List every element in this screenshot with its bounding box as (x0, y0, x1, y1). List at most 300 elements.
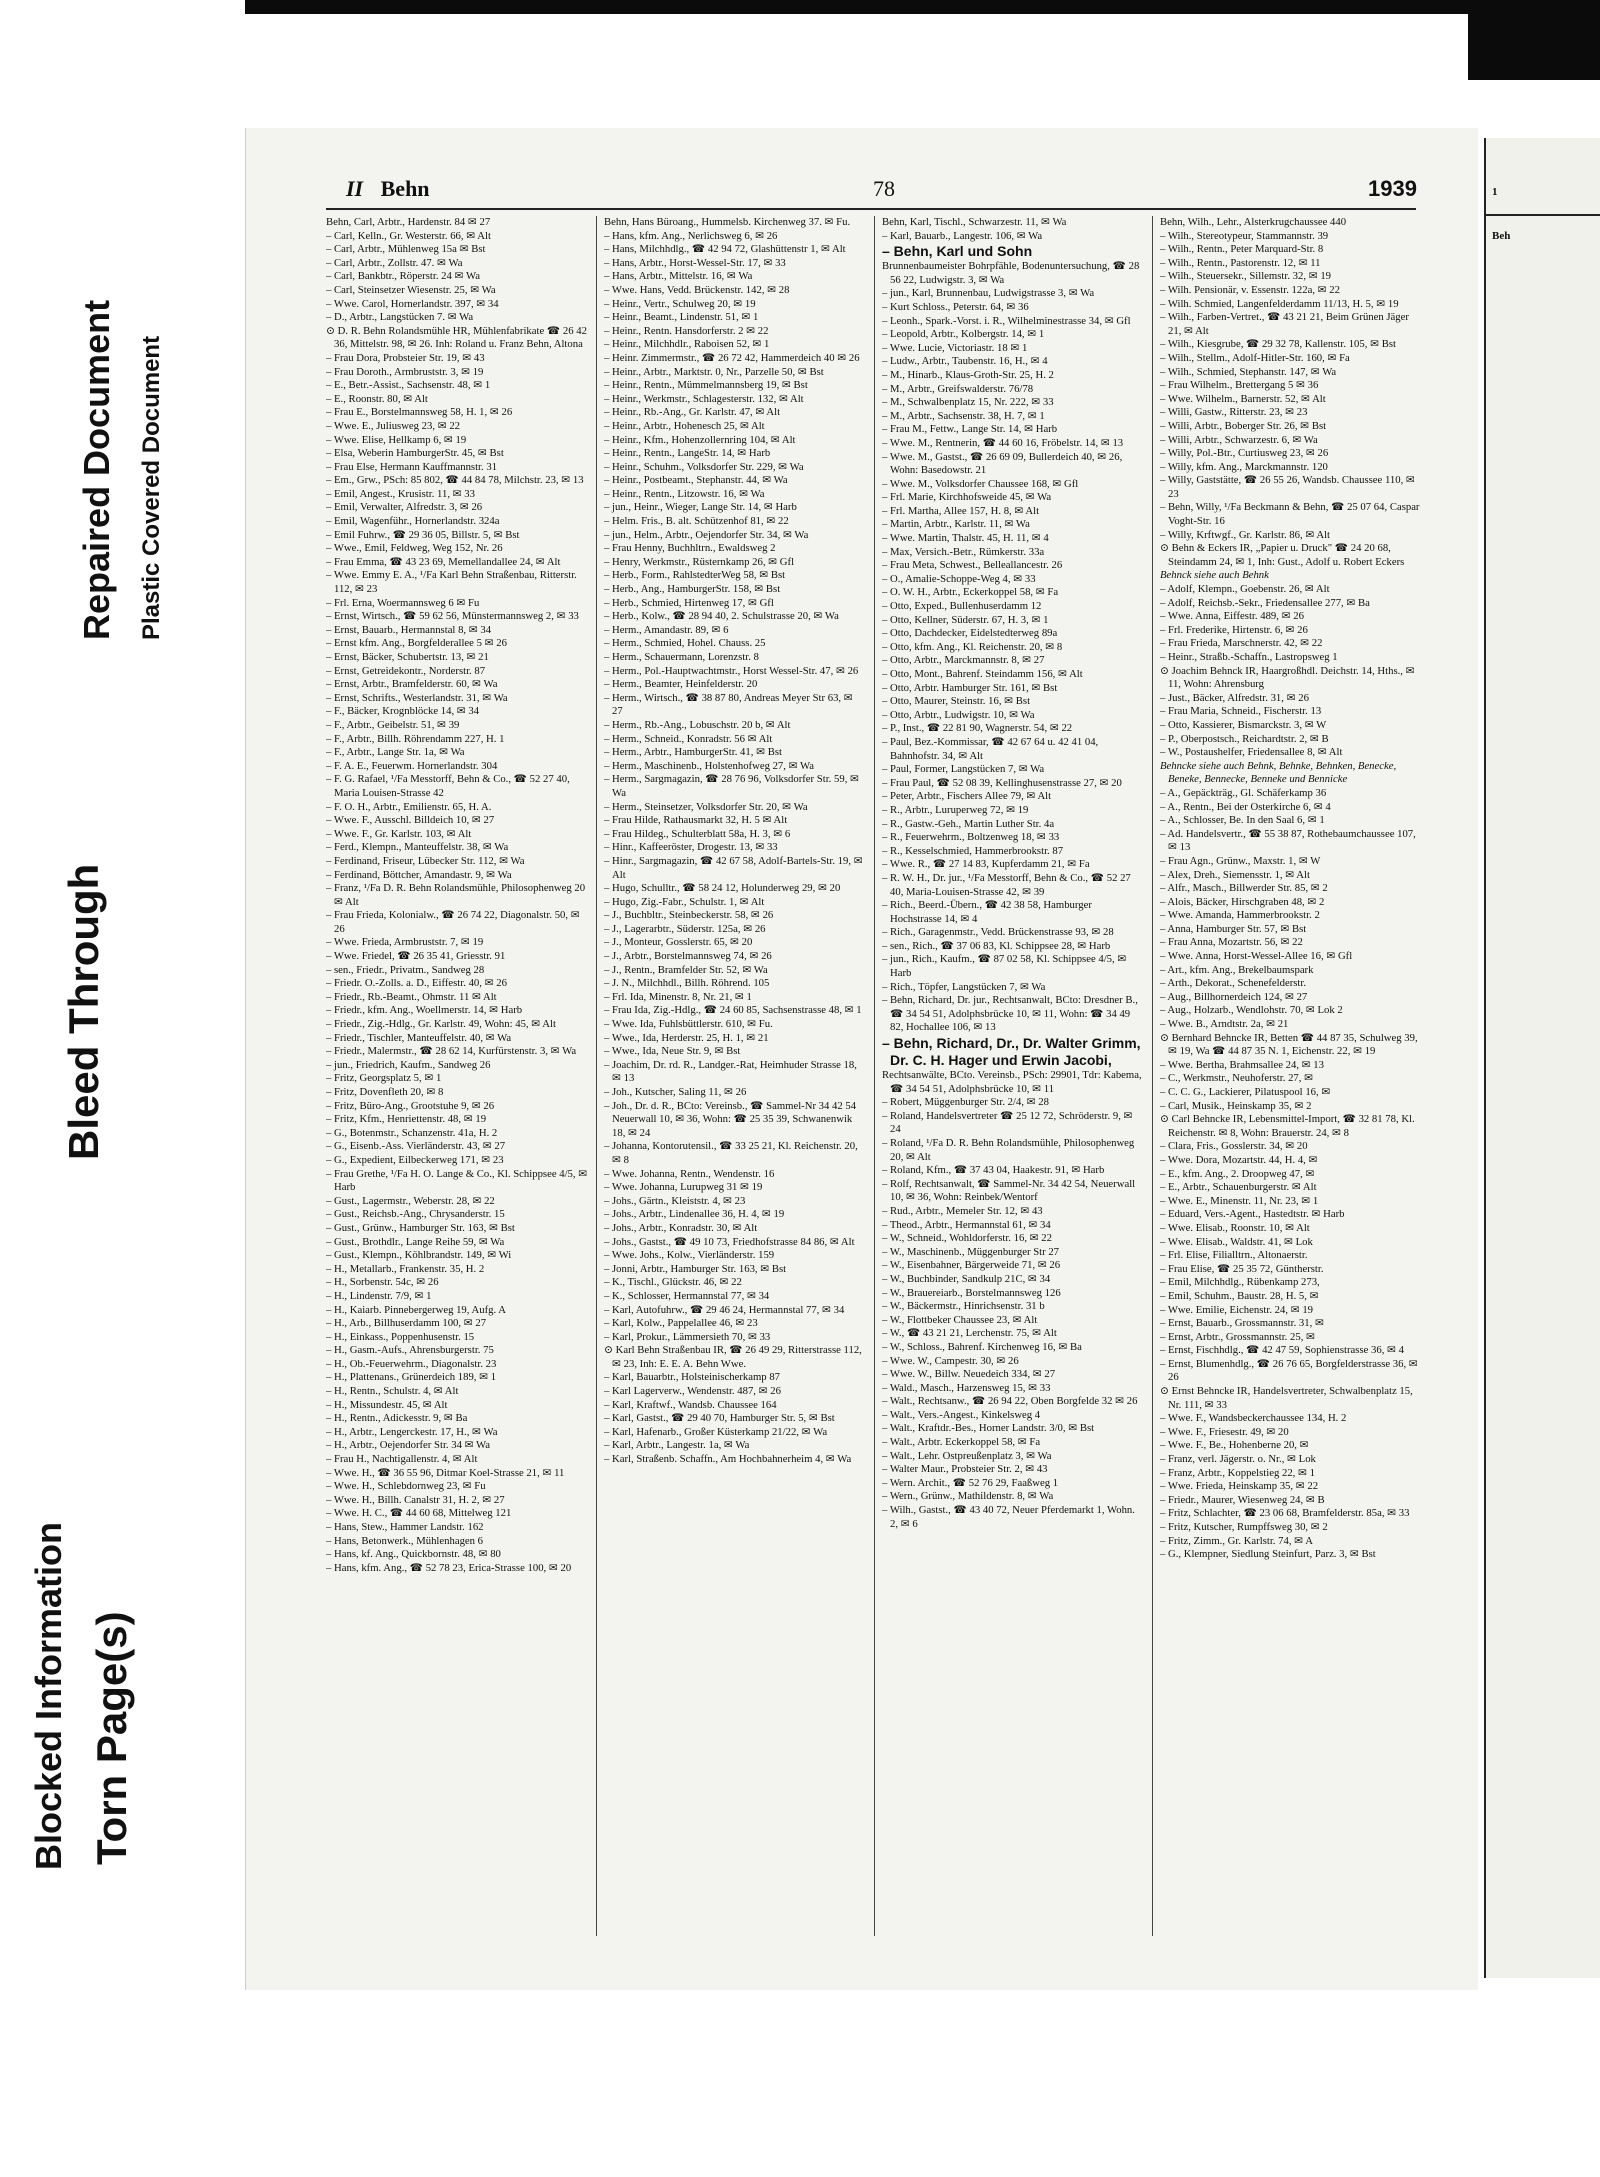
directory-entry: ⊙ Karl Behn Straßenbau IR, ☎ 26 49 29, Ritterstrasse 112, ✉ 23, Inh: E. E. A. Behn Wwe. (604, 1344, 862, 1370)
directory-entry: – Roland, Kfm., ☎ 37 43 04, Haakestr. 91, ✉ Harb (882, 1164, 1105, 1177)
directory-page (245, 128, 1478, 1990)
directory-entry: – Max, Versich.-Betr., Rümkerstr. 33a (882, 545, 1045, 558)
directory-entry: – Anna, Hamburger Str. 57, ✉ Bst (1160, 922, 1307, 935)
directory-entry: – Otto, kfm. Ang., Kl. Reichenstr. 20, ✉ 8 (882, 640, 1063, 653)
directory-entry: – Wwe. Frieda, Armbruststr. 7, ✉ 19 (326, 936, 484, 949)
directory-entry: – Wwe. F., Wandsbeckerchaussee 134, H. 2 (1160, 1412, 1347, 1425)
directory-entry: – Rolf, Rechtsanwalt, ☎ Sammel-Nr. 34 42 54, Neuerwall 10, ✉ 36, Wohn: Reinbek/Wentorf (882, 1177, 1136, 1204)
directory-entry: – Wilh., Steuersekr., Sillemstr. 32, ✉ 19 (1160, 270, 1332, 283)
directory-entry: – H., Arbtr., Lengerckestr. 17, H., ✉ Wa (326, 1425, 498, 1438)
directory-entry: – Carl, Kelln., Gr. Westerstr. 66, ✉ Alt (326, 229, 491, 242)
directory-entry: – jun., Helm., Arbtr., Oejendorfer Str. 34, ✉ Wa (604, 528, 809, 541)
directory-entry: – Heinr., Vertr., Schulweg 20, ✉ 19 (604, 297, 756, 310)
directory-entry: – R., Gastw.-Geh., Martin Luther Str. 4a (882, 817, 1055, 830)
directory-entry: – Wwe. Frieda, Heinskamp 35, ✉ 22 (1160, 1480, 1319, 1493)
directory-entry: – H., Rentn., Adickesstr. 9, ✉ Ba (326, 1412, 468, 1425)
directory-entry: – Wilh., Kiesgrube, ☎ 29 32 78, Kallenstr. 105, ✉ Bst (1160, 338, 1396, 351)
directory-entry: – Wilh., Gastst., ☎ 43 40 72, Neuer Pferdemarkt 1, Wohn. 2, ✉ 6 (882, 1504, 1135, 1530)
directory-entry: – Wwe. H., ☎ 36 55 96, Ditmar Koel-Strasse 21, ✉ 11 (326, 1466, 565, 1479)
directory-entry: – Wwe. Elisab., Waldstr. 41, ✉ Lok (1160, 1235, 1313, 1248)
directory-entry: – H., Sorbenstr. 54c, ✉ 26 (326, 1276, 439, 1289)
directory-entry: – Wilh., Schmied, Stephanstr. 147, ✉ Wa (1160, 365, 1337, 378)
directory-entry: – Gust., Reichsb.-Ang., Chrysanderstr. 15 (326, 1208, 505, 1221)
directory-entry: – Frl. Marie, Kirchhofsweide 45, ✉ Wa (882, 491, 1052, 504)
column-divider (596, 216, 597, 1936)
directory-entry: – Frl. Elise, Filialltrn., Altonaerstr. (1160, 1249, 1308, 1262)
directory-entry: – Wwe. H. C., ☎ 44 60 68, Mittelweg 121 (326, 1507, 512, 1520)
directory-entry: – Ferdinand, Böttcher, Amandastr. 9, ✉ Wa (326, 868, 512, 881)
directory-entry: – Wwe. M., Rentnerin, ☎ 44 60 16, Fröbelstr. 14, ✉ 13 (882, 436, 1124, 449)
directory-entry: – Frau Emma, ☎ 43 23 69, Memellandallee 24, ✉ Alt (326, 555, 561, 568)
sidebar-label-repaired-document: Repaired Document (76, 299, 117, 640)
directory-entry: ⊙ Ernst Behncke IR, Handelsvertreter, Schwalbenplatz 15, Nr. 111, ✉ 33 (1160, 1385, 1413, 1411)
directory-entry: – Karl, Bauarb., Langestr. 106, ✉ Wa (882, 229, 1043, 242)
directory-entry: – Fritz, Zimm., Gr. Karlstr. 74, ✉ A (1160, 1534, 1313, 1547)
directory-column-4 (1160, 216, 1422, 1936)
directory-entry: – Frau Wilhelm., Brettergang 5 ✉ 36 (1160, 379, 1319, 392)
directory-entry: – J., Rentn., Bramfelder Str. 52, ✉ Wa (604, 963, 768, 976)
directory-entry: – Wwe. M., Volksdorfer Chaussee 168, ✉ Gfl (882, 477, 1079, 490)
directory-entry: – Heinr., Postbeamt., Stephanstr. 44, ✉ Wa (604, 474, 788, 487)
directory-entry: – C., Werkmstr., Neuhoferstr. 27, ✉ (1160, 1072, 1314, 1085)
page-number: 78 (873, 176, 895, 201)
directory-entry: – Wwe. Bertha, Brahmsallee 24, ✉ 13 (1160, 1058, 1324, 1071)
directory-entry: – Herb., Ang., HamburgerStr. 158, ✉ Bst (604, 583, 781, 596)
directory-entry: – J., Arbtr., Borstelmannsweg 74, ✉ 26 (604, 950, 772, 963)
directory-entry: – Aug., Holzarb., Wendlohstr. 70, ✉ Lok 2 (1160, 1004, 1343, 1017)
directory-entry: – Wilh., Rentn., Peter Marquard-Str. 8 (1160, 243, 1324, 256)
directory-entry: – Gust., Brothdlr., Lange Reihe 59, ✉ Wa (326, 1235, 505, 1248)
directory-entry: – Johs., Gärtn., Kleiststr. 4, ✉ 23 (604, 1194, 746, 1207)
directory-entry: – Ernst, Wirtsch., ☎ 59 62 56, Münstermannsweg 2, ✉ 33 (326, 610, 579, 623)
directory-entry: – Ernst, Blumenhdlg., ☎ 26 76 65, Borgfelderstrasse 36, ✉ 26 (1160, 1357, 1418, 1384)
column-divider (1152, 216, 1153, 1936)
directory-entry: – Hans, Betonwerk., Mühlenhagen 6 (326, 1534, 484, 1547)
directory-entry: – Adolf, Klempn., Goebenstr. 26, ✉ Alt (1160, 583, 1330, 596)
directory-entry: – Wwe. Johanna, Lurupweg 31 ✉ 19 (604, 1181, 763, 1194)
directory-entry: – Frl. Ida, Minenstr. 8, Nr. 21, ✉ 1 (604, 990, 752, 1003)
directory-entry: – Peter, Arbtr., Fischers Allee 79, ✉ Alt (882, 790, 1052, 803)
directory-entry: – F., Arbtr., Billh. Röhrendamm 227, H. 1 (326, 732, 505, 745)
directory-entry: – Ernst, Arbtr., Grossmannstr. 25, ✉ (1160, 1330, 1316, 1343)
directory-entry: – Ernst, Schrifts., Westerlandstr. 31, ✉ Wa (326, 691, 508, 704)
directory-entry: – Wwe. Ida, Fuhlsbüttlerstr. 610, ✉ Fu. (604, 1018, 773, 1031)
directory-entry: – Wwe. H., Billh. Canalstr 31, H. 2, ✉ 27 (326, 1493, 505, 1506)
directory-entry: – Herm., Steinsetzer, Volksdorfer Str. 20, ✉ Wa (604, 800, 808, 813)
directory-entry: – Frau Meta, Schwest., Belleallancestr. 26 (882, 559, 1063, 572)
directory-entry: – Karl, Prokur., Lämmersieth 70, ✉ 33 (604, 1330, 771, 1343)
directory-entry: – Walt., Vers.-Angest., Kinkelsweg 4 (882, 1408, 1041, 1421)
directory-entry: – Karl, Arbtr., Langestr. 1a, ✉ Wa (604, 1439, 750, 1452)
directory-entry: ⊙ D. R. Behn Rolandsmühle HR, Mühlenfabrikate ☎ 26 42 36, Mittelstr. 98, ✉ 26. Inh: Roland u. Franz Behn, Altona (326, 324, 587, 351)
directory-entry: – Willi, Gastw., Ritterstr. 23, ✉ 23 (1160, 406, 1308, 419)
scan-top-edge (245, 0, 1600, 14)
directory-entry: – Willy, kfm. Ang., Marckmannstr. 120 (1160, 460, 1328, 473)
directory-entry: – Wwe. Lucie, Victoriastr. 18 ✉ 1 (882, 341, 1028, 354)
directory-entry: – P., Inst., ☎ 22 81 90, Wagnerstr. 54, ✉ 22 (882, 722, 1073, 735)
directory-entry: – Paul, Bez.-Kommissar, ☎ 42 67 64 u. 42 41 04, Bahnhofstr. 34, ✉ Alt (882, 735, 1099, 762)
directory-entry: – Leonh., Spark.-Vorst. i. R., Wilhelminestrasse 34, ✉ Gfl (882, 314, 1131, 327)
directory-entry: – Herm., Amandastr. 89, ✉ 6 (604, 623, 729, 636)
directory-entry: – Joachim, Dr. rd. R., Landger.-Rat, Heimhuder Strasse 18, ✉ 13 (604, 1058, 857, 1085)
directory-entry: – G., Klempner, Siedlung Steinfurt, Parz. 3, ✉ Bst (1160, 1548, 1376, 1561)
directory-entry: – Ernst, Bauarb., Hermannstal 8, ✉ 34 (326, 623, 492, 636)
directory-entry: – W., ☎ 43 21 21, Lerchenstr. 75, ✉ Alt (882, 1327, 1057, 1340)
directory-entry: – Frau Doroth., Armbruststr. 3, ✉ 19 (326, 365, 484, 378)
directory-entry: – Gust., Klempn., Köhlbrandstr. 149, ✉ Wi (326, 1249, 512, 1262)
directory-entry: – Ad. Handelsvertr., ☎ 55 38 87, Rothebaumchaussee 107, ✉ 13 (1160, 827, 1416, 854)
directory-entry: – Herm., Arbtr., HamburgerStr. 41, ✉ Bst (604, 746, 782, 759)
adjacent-header-rule (1486, 214, 1600, 216)
directory-entry: – H., Kaiarb. Pinnebergerweg 19, Aufg. A (326, 1303, 506, 1316)
directory-entry: – Franz, ¹/Fa D. R. Behn Rolandsmühle, Philosophenweg 20 ✉ Alt (326, 882, 586, 908)
directory-entry: – Karl, Autofuhrw., ☎ 29 46 24, Hermannstal 77, ✉ 34 (604, 1303, 845, 1316)
directory-entry: – R., Feuerwehrm., Boltzenweg 18, ✉ 33 (882, 831, 1060, 844)
directory-entry: – Wwe. Wilhelm., Barnerstr. 52, ✉ Alt (1160, 392, 1326, 405)
directory-entry: – Em., Grw., PSch: 85 802, ☎ 44 84 78, Milchstr. 23, ✉ 13 (326, 474, 584, 487)
directory-entry: – H., Arb., Billhuserdamm 100, ✉ 27 (326, 1317, 487, 1330)
directory-entry: – Hans, Milchhdlg., ☎ 42 94 72, Glashüttenstr 1, ✉ Alt (604, 243, 846, 256)
directory-entry: – Frau Hildeg., Schulterblatt 58a, H. 3, ✉ 6 (604, 827, 791, 840)
directory-entry: – Herb., Kolw., ☎ 28 94 40, 2. Schulstrasse 20, ✉ Wa (604, 610, 839, 623)
directory-entry: – A., Schlosser, Be. In den Saal 6, ✉ 1 (1160, 814, 1325, 827)
directory-entry: – W., Brauereiarb., Borstelmannsweg 126 (882, 1286, 1061, 1299)
sidebar-label-plastic-covered-document: Plastic Covered Document (138, 335, 165, 640)
directory-entry: – W., Schneid., Wohldorferstr. 16, ✉ 22 (882, 1232, 1052, 1245)
directory-entry: – Wwe. Elisab., Roonstr. 10, ✉ Alt (1160, 1221, 1310, 1234)
directory-entry: – Rud., Arbtr., Memeler Str. 12, ✉ 43 (882, 1204, 1043, 1217)
directory-entry: – Friedr., kfm. Ang., Woellmerstr. 14, ✉ Harb (326, 1004, 523, 1017)
directory-entry: – Frau Dora, Probsteier Str. 19, ✉ 43 (326, 351, 485, 364)
directory-entry: – H., Plattenans., Grünerdeich 189, ✉ 1 (326, 1371, 497, 1384)
directory-entry: – Walt., Arbtr. Eckerkoppel 58, ✉ Fa (882, 1436, 1041, 1449)
directory-entry: – Carl, Arbtr., Mühlenweg 15a ✉ Bst (326, 243, 486, 256)
directory-entry: – Frau Hilde, Rathausmarkt 32, H. 5 ✉ Alt (604, 814, 788, 827)
directory-entry: Behn, Wilh., Lehr., Alsterkrugchaussee 440 (1160, 216, 1347, 228)
directory-entry: – F. A. E., Feuerwm. Hornerlandstr. 304 (326, 759, 498, 772)
directory-entry: – Ferd., Klempn., Manteuffelstr. 38, ✉ Wa (326, 841, 509, 854)
directory-entry: – Wwe. Anna, Horst-Wessel-Allee 16, ✉ Gfl (1160, 950, 1353, 963)
directory-entry: – Wern., Grünw., Mathildenstr. 8, ✉ Wa (882, 1490, 1054, 1503)
directory-entry: – Otto, Dachdecker, Eidelstedterweg 89a (882, 627, 1058, 640)
directory-entry: – Clara, Fris., Gosslerstr. 34, ✉ 20 (1160, 1140, 1308, 1153)
directory-entry: – Herm., Wirtsch., ☎ 38 87 80, Andreas Meyer Str 63, ✉ 27 (604, 691, 853, 718)
directory-entry: – Wilh., Farben-Vertret., ☎ 43 21 21, Beim Grünen Jäger 21, ✉ Alt (1160, 311, 1409, 337)
directory-entry: – jun., Rich., Kaufm., ☎ 87 02 58, Kl. Schippsee 4/5, ✉ Harb (882, 953, 1127, 980)
directory-entry: – Willy, Pol.-Btr., Curtiusweg 23, ✉ 26 (1160, 447, 1329, 460)
directory-entry: – Herb., Schmied, Hirtenweg 17, ✉ Gfl (604, 596, 774, 609)
directory-entry: – Wwe. F., Be., Hohenberne 20, ✉ (1160, 1439, 1309, 1452)
directory-entry: – H., Rentn., Schulstr. 4, ✉ Alt (326, 1385, 459, 1398)
directory-entry: – W., Maschinenb., Müggenburger Str 27 (882, 1245, 1060, 1258)
directory-entry: ⊙ Bernhard Behncke IR, Betten ☎ 44 87 35, Schulweg 39, ✉ 19, Wa ☎ 44 87 35 N. 1, Eichenstr. 22, ✉ 19 (1160, 1031, 1418, 1058)
directory-entry: – Carl, Bankbtr., Röperstr. 24 ✉ Wa (326, 270, 480, 283)
directory-entry: – Johs., Arbtr., Lindenallee 36, H. 4, ✉ 19 (604, 1208, 785, 1221)
directory-entry: – Heinr., Arbtr., Hohenesch 25, ✉ Alt (604, 419, 765, 432)
directory-entry: – Heinr., Rentn. Hansdorferstr. 2 ✉ 22 (604, 324, 769, 337)
directory-entry: – G., Botenmstr., Schanzenstr. 41a, H. 2 (326, 1126, 498, 1139)
directory-entry: – W., Flottbeker Chaussee 23, ✉ Alt (882, 1313, 1038, 1326)
directory-entry: – M., Arbtr., Greifswalderstr. 76/78 (882, 382, 1034, 395)
directory-entry: – Aug., Billhornerdeich 124, ✉ 27 (1160, 990, 1308, 1003)
directory-entry: – Helm. Fris., B. alt. Schützenhof 81, ✉ 22 (604, 515, 789, 528)
directory-entry: – Hans, kfm. Ang., Nerlichsweg 6, ✉ 26 (604, 229, 778, 242)
directory-entry: – Rich., Beerd.-Übern., ☎ 42 38 58, Hamburger Hochstrasse 14, ✉ 4 (882, 899, 1092, 925)
directory-entry: – E., Arbtr., Schauenburgerstr. ✉ Alt (1160, 1181, 1317, 1194)
directory-entry: – Herm., Schmied, Hohel. Chauss. 25 (604, 637, 766, 650)
directory-entry: – Heinr., Straßb.-Schaffn., Lastropsweg 1 (1160, 651, 1338, 663)
directory-entry: – Carl, Arbtr., Zollstr. 47. ✉ Wa (326, 256, 463, 269)
directory-entry: – Hans, Arbtr., Mittelstr. 16, ✉ Wa (604, 270, 753, 283)
directory-entry: – Wwe. F., Ausschl. Billdeich 10, ✉ 27 (326, 814, 495, 827)
directory-entry: – Karl, Gastst., ☎ 29 40 70, Hamburger Str. 5, ✉ Bst (604, 1412, 835, 1425)
page-header (246, 128, 1478, 208)
directory-entry: – Wwe. E., Minenstr. 11, Nr. 23, ✉ 1 (1160, 1194, 1319, 1207)
directory-entry: – Just., Bäcker, Alfredstr. 31, ✉ 26 (1160, 691, 1309, 704)
directory-entry: – Johs., Gastst., ☎ 49 10 73, Friedhofstrasse 84 86, ✉ Alt (604, 1235, 855, 1248)
directory-entry: ⊙ Behn & Eckers IR, „Papier u. Druck" ☎ 24 20 68, Steindamm 24, ✉ 1, Inh: Gust., Adolf u. Robert Eckers (1160, 542, 1405, 568)
directory-entry: – Friedr., Zig.-Hdlg., Gr. Karlstr. 49, Wohn: 45, ✉ Alt (326, 1018, 556, 1031)
directory-entry: – Emil, Schuhm., Baustr. 28, H. 5, ✉ (1160, 1289, 1319, 1302)
directory-entry: – Otto, Exped., Bullenhuserdamm 12 (882, 600, 1042, 613)
directory-entry: – Alex, Dreh., Siemensstr. 1, ✉ Alt (1160, 868, 1310, 881)
directory-entry: – Robert, Müggenburger Str. 2/4, ✉ 28 (882, 1096, 1049, 1109)
directory-column-1 (326, 216, 588, 1936)
directory-entry: – jun., Karl, Brunnenbau, Ludwigstrasse 3, ✉ Wa (882, 287, 1095, 300)
directory-entry: – E., Roonstr. 80, ✉ Alt (326, 392, 428, 405)
directory-entry: – Heinr., Schuhm., Volksdorfer Str. 229, ✉ Wa (604, 460, 804, 473)
directory-entry: – Henry, Werkmstr., Rüsternkamp 26, ✉ Gfl (604, 555, 795, 568)
directory-entry: – R., Kesselschmied, Hammerbrookstr. 87 (882, 844, 1064, 857)
directory-entry: – A., Gepäckträg., Gl. Schäferkamp 36 (1160, 786, 1327, 799)
directory-entry: – Adolf, Reichsb.-Sekr., Friedensallee 277, ✉ Ba (1160, 596, 1370, 609)
directory-entry: – Hinr., Kaffeeröster, Drogestr. 13, ✉ 33 (604, 841, 778, 854)
directory-entry: – E., Betr.-Assist., Sachsenstr. 48, ✉ 1 (326, 379, 491, 392)
directory-entry: – Friedr., Rb.-Beamt., Ohmstr. 11 ✉ Alt (326, 990, 497, 1003)
directory-entry: – Heinr., Werkmstr., Schlagesterstr. 132, ✉ Alt (604, 392, 804, 405)
directory-entry: – Frl. Frederike, Hirtenstr. 6, ✉ 26 (1160, 623, 1308, 636)
directory-entry: – Herm., Maschinenb., Holstenhofweg 27, ✉ Wa (604, 759, 815, 772)
directory-entry: – H., Missundestr. 45, ✉ Alt (326, 1398, 448, 1411)
directory-entry: – Otto, Arbtr. Hamburger Str. 161, ✉ Bst (882, 681, 1058, 694)
directory-entry: – Otto, Maurer, Steinstr. 16, ✉ Bst (882, 695, 1031, 708)
directory-entry: – Carl, Steinsetzer Wiesenstr. 25, ✉ Wa (326, 283, 496, 296)
directory-entry: – Kurt Schloss., Peterstr. 64, ✉ 36 (882, 300, 1029, 313)
directory-entry: – Wwe. W., Campestr. 30, ✉ 26 (882, 1354, 1019, 1367)
directory-entry: – Ernst, Bauarb., Grossmannstr. 31, ✉ (1160, 1317, 1324, 1330)
directory-entry: – Fritz, Georgsplatz 5, ✉ 1 (326, 1072, 442, 1085)
directory-entry: – Hans, Arbtr., Horst-Wessel-Str. 17, ✉ 33 (604, 256, 786, 269)
directory-entry: – Heinr. Zimmermstr., ☎ 26 72 42, Hammerdeich 40 ✉ 26 (604, 351, 860, 364)
directory-entry: – Eduard, Vers.-Agent., Hastedtstr. ✉ Harb (1160, 1208, 1345, 1221)
directory-entry: – sen., Rich., ☎ 37 06 83, Kl. Schippsee 28, ✉ Harb (882, 939, 1111, 952)
directory-entry: – Johs., Arbtr., Konradstr. 30, ✉ Alt (604, 1221, 758, 1234)
directory-entry: – Martin, Arbtr., Karlstr. 11, ✉ Wa (882, 518, 1030, 531)
directory-entry: – F. O. H., Arbtr., Emilienstr. 65, H. A. (326, 800, 492, 813)
directory-entry: – Frau E., Borstelmannsweg 58, H. 1, ✉ 26 (326, 406, 513, 419)
directory-entry: – Behn, Richard, Dr. jur., Rechtsanwalt, BCto: Dresdner B., ☎ 34 54 51, Adolphsbrücke 10, ✉ 11, Wohn: ☎ 34 49 82, Hochallee 106, ✉ 13 (882, 994, 1138, 1034)
directory-entry: – Frau M., Fettw., Lange Str. 14, ✉ Harb (882, 423, 1058, 436)
directory-entry: – Wilh., Rentn., Pastorenstr. 12, ✉ 11 (1160, 256, 1321, 269)
directory-entry: – Frau Else, Hermann Kauffmannstr. 31 (326, 460, 498, 473)
directory-entry: – Hugo, Zig.-Fabr., Schulstr. 1, ✉ Alt (604, 895, 765, 908)
directory-entry: – Ernst, Arbtr., Bramfelderstr. 60, ✉ Wa (326, 678, 498, 691)
directory-entry: – Karl, Kraftwf., Wandsb. Chaussee 164 (604, 1398, 777, 1411)
directory-columns (326, 216, 1420, 1946)
directory-entry: – Art., kfm. Ang., Brekelbaumspark (1160, 963, 1314, 976)
directory-entry: – Otto, Mont., Bahrenf. Steindamm 156, ✉ Alt (882, 668, 1083, 680)
directory-entry: – Paul, Former, Langstücken 7, ✉ Wa (882, 763, 1045, 776)
directory-entry: – Behn, Willy, ¹/Fa Beckmann & Behn, ☎ 25 07 64, Caspar Voght-Str. 16 (1160, 501, 1420, 528)
directory-entry: – Wilh. Pensionär, v. Essenstr. 122a, ✉ 22 (1160, 283, 1340, 296)
directory-entry: – Alois, Bäcker, Hirschgraben 48, ✉ 2 (1160, 895, 1325, 908)
directory-entry: – Roland, Handelsvertreter ☎ 25 12 72, Schröderstr. 9, ✉ 24 (882, 1109, 1133, 1136)
directory-entry: – Hugo, Schulltr., ☎ 58 24 12, Holunderweg 29, ✉ 20 (604, 882, 841, 895)
directory-entry: – Frau Agn., Grünw., Maxstr. 1, ✉ W (1160, 854, 1321, 867)
directory-entry: – R., Arbtr., Luruperweg 72, ✉ 19 (882, 803, 1029, 816)
directory-entry: – Wwe., Emil, Feldweg, Weg 152, Nr. 26 (326, 542, 503, 555)
directory-entry: – Emil, Wagenführ., Hornerlandstr. 324a (326, 515, 500, 528)
directory-entry: – Ernst, Bäcker, Schubertstr. 13, ✉ 21 (326, 651, 489, 663)
directory-entry: – H., Einkass., Poppenhusenstr. 15 (326, 1330, 475, 1343)
directory-entry: – Walt., Kraftdr.-Bes., Horner Landstr. 3/0, ✉ Bst (882, 1422, 1095, 1435)
directory-entry: – Frau Anna, Mozartstr. 56, ✉ 22 (1160, 936, 1303, 949)
directory-entry: – Elsa, Weberin HamburgerStr. 45, ✉ Bst (326, 447, 504, 460)
directory-entry: – Herm., Schauermann, Lorenzstr. 8 (604, 651, 759, 663)
directory-entry: – W., Bäckermstr., Hinrichsenstr. 31 b (882, 1300, 1045, 1313)
adjacent-page-sliver (1484, 138, 1600, 1978)
directory-entry: – Joh., Dr. d. R., BCto: Vereinsb., ☎ Sammel-Nr 34 42 54 Neuerwall 10, ✉ 36, Wohn: ☎ 25 35 39, Schwanenwik 18, ✉ 24 (604, 1099, 857, 1139)
directory-entry: – J., Buchbltr., Steinbeckerstr. 58, ✉ 26 (604, 909, 774, 922)
directory-entry: – Wwe. Amanda, Hammerbrookstr. 2 (1160, 909, 1320, 922)
directory-entry: – Joh., Kutscher, Saling 11, ✉ 26 (604, 1086, 747, 1098)
directory-entry: – Behn, Karl und Sohn (882, 243, 1033, 260)
directory-entry: – Frau Frieda, Kolonialw., ☎ 26 74 22, Diagonalstr. 50, ✉ 26 (326, 909, 580, 935)
directory-entry: – Wwe. Johanna, Rentn., Wendenstr. 16 (604, 1167, 775, 1180)
directory-entry: – Wwe. H., Schlebdornweg 23, ✉ Fu (326, 1480, 486, 1493)
directory-entry: – F. G. Rafael, ¹/Fa Messtorff, Behn & Co., ☎ 52 27 40, Maria Louisen-Strasse 42 (326, 773, 570, 799)
adjacent-page-number: 1 (1492, 186, 1498, 198)
directory-entry: – Heinr., Rb.-Ang., Gr. Karlstr. 47, ✉ Alt (604, 406, 781, 419)
directory-entry: – Frau Henny, Buchhltrn., Ewaldsweg 2 (604, 542, 776, 555)
directory-entry: – Heinr., Kfm., Hohenzollernring 104, ✉ Alt (604, 433, 796, 446)
directory-entry: – Wwe. B., Arndtstr. 2a, ✉ 21 (1160, 1018, 1289, 1031)
directory-entry: – H., Lindenstr. 7/9, ✉ 1 (326, 1289, 432, 1302)
directory-entry: – Otto, Kassierer, Bismarckstr. 3, ✉ W (1160, 718, 1327, 731)
scan-right-edge (1468, 0, 1600, 80)
directory-entry: – Fritz, Kutscher, Rumpffsweg 30, ✉ 2 (1160, 1521, 1328, 1533)
directory-entry: – R. W. H., Dr. jur., ¹/Fa Messtorff, Behn & Co., ☎ 52 27 40, Maria-Louisen-Strasse 42, ✉ 39 (882, 871, 1131, 898)
directory-entry: – K., Schlosser, Hermannstal 77, ✉ 34 (604, 1289, 770, 1302)
directory-entry: – Theod., Arbtr., Hermannstal 61, ✉ 34 (882, 1218, 1051, 1231)
directory-entry: – Ludw., Arbtr., Taubenstr. 16, H., ✉ 4 (882, 355, 1048, 368)
directory-entry: – E., kfm. Ang., 2. Droopweg 47, ✉ (1160, 1167, 1315, 1180)
directory-entry: – Arth., Dekorat., Schenefelderstr. (1160, 977, 1307, 990)
directory-entry: – Karl, Straßenb. Schaffn., Am Hochbahnerheim 4, ✉ Wa (604, 1453, 852, 1466)
directory-entry: – G., Eisenb.-Ass. Vierländerstr. 43, ✉ 27 (326, 1140, 506, 1153)
directory-entry: – H., Gasm.-Aufs., Ahrensburgerstr. 75 (326, 1344, 494, 1357)
directory-entry: – Wwe., Ida, Herderstr. 25, H. 1, ✉ 21 (604, 1031, 769, 1044)
directory-entry: – Behn, Richard, Dr., Dr. Walter Grimm, Dr. C. H. Hager und Erwin Jacobi, (882, 1035, 1141, 1069)
directory-entry: Rechtsanwälte, BCto. Vereinsb., PSch: 29901, Tdr: Kabema, ☎ 34 54 51, Adolphsbrücke 10, ✉ 11 (882, 1069, 1142, 1095)
directory-entry: – Friedr., Malermstr., ☎ 28 62 14, Kurfürstenstr. 3, ✉ Wa (326, 1045, 577, 1058)
directory-entry: – Wwe. W., Billw. Neuedeich 334, ✉ 27 (882, 1368, 1056, 1381)
directory-column-3 (882, 216, 1144, 1936)
directory-entry: – Jonni, Arbtr., Hamburger Str. 163, ✉ Bst (604, 1262, 787, 1275)
directory-entry: – D., Arbtr., Langstücken 7. ✉ Wa (326, 311, 474, 324)
directory-entry: – Wwe. Friedel, ☎ 26 35 41, Griesstr. 91 (326, 950, 506, 963)
directory-entry: – Franz, Arbtr., Koppelstieg 22, ✉ 1 (1160, 1466, 1315, 1479)
directory-entry: – jun., Friedrich, Kaufm., Sandweg 26 (326, 1058, 491, 1071)
directory-entry: – Karl, Bauarbtr., Holsteinischerkamp 87 (604, 1371, 781, 1384)
directory-entry: ⊙ Carl Behncke IR, Lebensmittel-Import, ☎ 32 81 78, Kl. Reichenstr. ✉ 8, Wohn: Brauerstr. 24, ✉ 8 (1160, 1113, 1415, 1139)
directory-entry: – Friedr., Tischler, Manteuffelstr. 40, ✉ Wa (326, 1031, 512, 1044)
directory-entry: – Emil, Angest., Krusistr. 11, ✉ 33 (326, 487, 475, 500)
directory-entry: Behn, Carl, Arbtr., Hardenstr. 84 ✉ 27 (326, 216, 491, 228)
directory-entry: – Fritz, Dovenfleth 20, ✉ 8 (326, 1086, 444, 1098)
directory-entry: – Ernst, Getreidekontr., Norderstr. 87 (326, 664, 486, 677)
directory-column-2 (604, 216, 866, 1936)
directory-entry: – W., Postaushelfer, Friedensallee 8, ✉ Alt (1160, 746, 1343, 759)
directory-entry: – Emil Fuhrw., ☎ 29 36 05, Billstr. 5, ✉ Bst (326, 528, 520, 541)
adjacent-page-heading: Beh (1492, 230, 1511, 242)
directory-entry: – Friedr., Maurer, Wiesenweg 24, ✉ B (1160, 1493, 1325, 1506)
directory-entry: – Wwe. Anna, Eiffestr. 489, ✉ 26 (1160, 610, 1304, 623)
directory-entry: – Wilh., Stellm., Adolf-Hitler-Str. 160, ✉ Fa (1160, 351, 1350, 364)
directory-entry: – Emil, Verwalter, Alfredstr. 3, ✉ 26 (326, 501, 483, 514)
directory-entry: – Wwe. Emmy E. A., ¹/Fa Karl Behn Straßenbau, Ritterstr. 112, ✉ 23 (326, 569, 577, 596)
directory-entry: – H., Arbtr., Oejendorfer Str. 34 ✉ Wa (326, 1439, 491, 1452)
directory-entry: – Karl, Hafenarb., Großer Küsterkamp 21/22, ✉ Wa (604, 1425, 828, 1438)
directory-entry: – Frau Frieda, Marschnerstr. 42, ✉ 22 (1160, 637, 1323, 650)
directory-entry: – Herb., Form., RahlstedterWeg 58, ✉ Bst (604, 569, 786, 582)
directory-entry: – W., Eisenbahner, Bärgerweide 71, ✉ 26 (882, 1259, 1061, 1272)
directory-entry: Behn, Karl, Tischl., Schwarzestr. 11, ✉ Wa (882, 216, 1067, 228)
directory-entry: – Alfr., Masch., Billwerder Str. 85, ✉ 2 (1160, 882, 1328, 895)
directory-entry: – O. W. H., Arbtr., Eckerkoppel 58, ✉ Fa (882, 586, 1059, 599)
directory-entry: – Franz, verl. Jägerstr. o. Nr., ✉ Lok (1160, 1453, 1316, 1466)
directory-entry: – O., Amalie-Schoppe-Weg 4, ✉ 33 (882, 572, 1036, 585)
directory-entry: – Heinr., Rentn., Litzowstr. 16, ✉ Wa (604, 487, 765, 500)
directory-entry: – F., Arbtr., Geibelstr. 51, ✉ 39 (326, 718, 460, 731)
directory-entry: – Emil, Milchhdlg., Rübenkamp 273, (1160, 1276, 1320, 1289)
directory-entry: – Frau Paul, ☎ 52 08 39, Kellinghusenstrasse 27, ✉ 20 (882, 776, 1122, 789)
directory-entry: – Frau Ida, Zig.-Hdlg., ☎ 24 60 85, Sachsenstrasse 48, ✉ 1 (604, 1004, 862, 1017)
directory-entry: – Herm., Sargmagazin, ☎ 28 76 96, Volksdorfer Str. 59, ✉ Wa (604, 773, 859, 799)
directory-entry: – Rich., Töpfer, Langstücken 7, ✉ Wa (882, 980, 1046, 993)
directory-entry: – J., Lagerarbtr., Süderstr. 125a, ✉ 26 (604, 922, 766, 935)
directory-entry: – Roland, ¹/Fa D. R. Behn Rolandsmühle, Philosophenweg 20, ✉ Alt (882, 1137, 1135, 1163)
directory-entry: – G., Expedient, Eilbeckerweg 171, ✉ 23 (326, 1153, 504, 1166)
directory-entry: – Heinr., Beamt., Lindenstr. 51, ✉ 1 (604, 311, 759, 324)
directory-entry: – C. C. G., Lackierer, Pilatuspool 16, ✉ (1160, 1086, 1331, 1098)
directory-entry: – Willi, Arbtr., Boberger Str. 26, ✉ Bst (1160, 419, 1327, 432)
directory-entry: – F., Bäcker, Krognblöcke 14, ✉ 34 (326, 705, 480, 718)
directory-entry: – Wwe. Martin, Thalstr. 45, H. 11, ✉ 4 (882, 532, 1049, 545)
directory-entry: – Wwe. M., Gastst., ☎ 26 69 09, Bullerdeich 40, ✉ 26, Wohn: Basedowstr. 21 (882, 450, 1123, 477)
directory-entry: – J. N., Milchhdl., Billh. Röhrend. 105 (604, 977, 770, 990)
directory-entry: – Frl. Martha, Allee 157, H. 8, ✉ Alt (882, 504, 1040, 517)
directory-entry: – H., Metallarb., Frankenstr. 35, H. 2 (326, 1262, 485, 1275)
directory-entry: – Wwe. Elise, Hellkamp 6, ✉ 19 (326, 433, 467, 446)
directory-entry: – Fritz, Büro-Ang., Grootstuhe 9, ✉ 26 (326, 1099, 495, 1112)
directory-entry: – Willi, Arbtr., Schwarzestr. 6, ✉ Wa (1160, 433, 1318, 446)
directory-entry: – M., Arbtr., Sachsenstr. 38, H. 7, ✉ 1 (882, 409, 1045, 422)
directory-entry: – Gust., Grünw., Hamburger Str. 163, ✉ Bst (326, 1221, 515, 1234)
directory-entry: – Frau Elise, ☎ 25 35 72, Güntherstr. (1160, 1262, 1324, 1275)
directory-entry: – Heinr., Milchhdlr., Raboisen 52, ✉ 1 (604, 338, 770, 351)
directory-entry: – jun., Heinr., Wieger, Lange Str. 14, ✉ Harb (604, 501, 797, 514)
